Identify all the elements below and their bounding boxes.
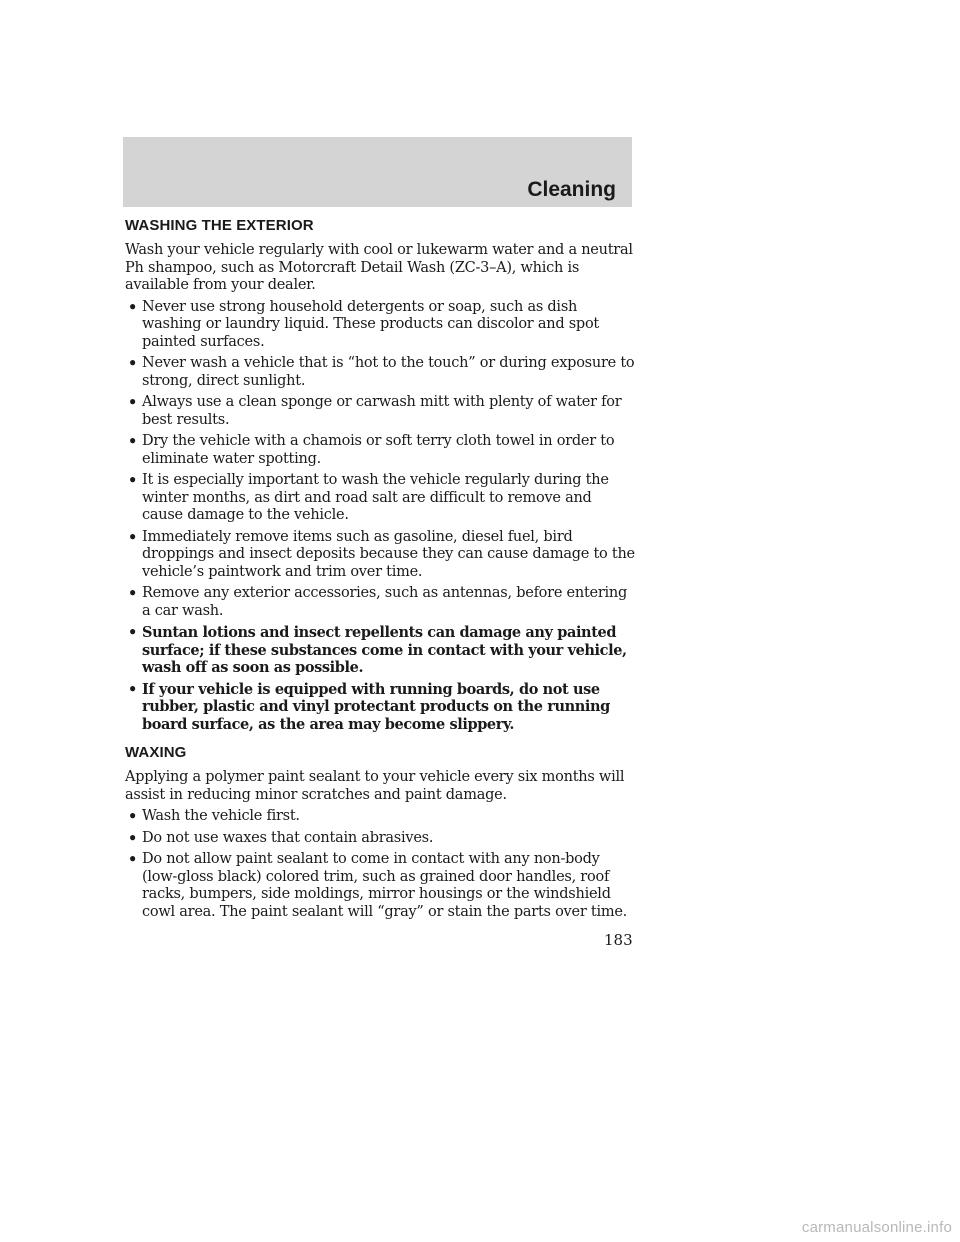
section-title: Cleaning — [527, 178, 616, 201]
warning-list-item: • Suntan lotions and insect repellents can damage any painted surface; if these substances come in contact with your vehicle, wash off as soon as possible. — [128, 624, 627, 676]
warning-list-item: • If your vehicle is equipped with running boards, do not use rubber, plastic and vinyl protectant products on the running board surface, as the area may become slippery. — [128, 680, 610, 733]
bullet-icon: • — [128, 355, 138, 372]
waxing-heading: WAXING — [125, 744, 187, 761]
list-item: • Always use a clean sponge or carwash mitt with plenty of water for best results. — [128, 394, 622, 428]
bullet-icon: • — [128, 528, 138, 546]
page-number: 183 — [604, 931, 633, 949]
list-item: • Remove any exterior accessories, such as antennas, before entering a car wash. — [128, 585, 628, 619]
washing-intro: Wash your vehicle regularly with cool or lukewarm water and a neutral Ph shampoo, such as Motorcraft Detail Wash (ZC-3–A), which is available from your dealer. — [125, 242, 633, 293]
list-item: • Wash the vehicle first. — [128, 808, 300, 825]
waxing-bullet-list — [125, 808, 635, 921]
list-item: • Do not allow paint sealant to come in contact with any non-body (low-gloss black) colored trim, such as grained door handles, roof racks, bumpers, side moldings, mirror housings or the windshield cowl area. The paint sealant will “gray” or stain the parts over time. — [128, 851, 628, 920]
list-item: • Immediately remove items such as gasoline, diesel fuel, bird droppings and insect deposits because they can cause damage to the vehicle’s paintwork and trim over time. — [128, 528, 635, 580]
bullet-icon: • — [128, 394, 138, 411]
watermark-text: carmanualsonline.info — [801, 1219, 952, 1236]
waxing-intro: Applying a polymer paint sealant to your vehicle every six months will assist in reducing minor scratches and paint damage. — [125, 769, 625, 803]
bullet-icon: • — [128, 829, 138, 847]
list-item: • Never use strong household detergents or soap, such as dish washing or laundry liquid. These products can discolor and spot painted surfaces. — [128, 298, 600, 350]
bullet-icon: • — [128, 472, 138, 489]
bullet-icon: • — [128, 585, 138, 602]
bullet-icon: • — [128, 808, 138, 825]
list-item: • Dry the vehicle with a chamois or soft terry cloth towel in order to eliminate water spotting. — [128, 433, 615, 467]
page-content — [125, 216, 635, 925]
washing-bullet-list — [125, 299, 635, 734]
bullet-icon: • — [128, 624, 137, 641]
section-header-band — [123, 137, 632, 207]
bullet-icon: • — [128, 433, 138, 450]
bullet-icon: • — [128, 680, 137, 698]
washing-heading: WASHING THE EXTERIOR — [125, 217, 314, 234]
list-item: • Never wash a vehicle that is “hot to the touch” or during exposure to strong, direct sunlight. — [128, 355, 635, 389]
bullet-icon: • — [128, 851, 138, 868]
bullet-icon: • — [128, 298, 138, 316]
list-item: • It is especially important to wash the vehicle regularly during the winter months, as dirt and road salt are difficult to remove and cause damage to the vehicle. — [128, 472, 609, 523]
list-item: • Do not use waxes that contain abrasives. — [128, 829, 434, 847]
